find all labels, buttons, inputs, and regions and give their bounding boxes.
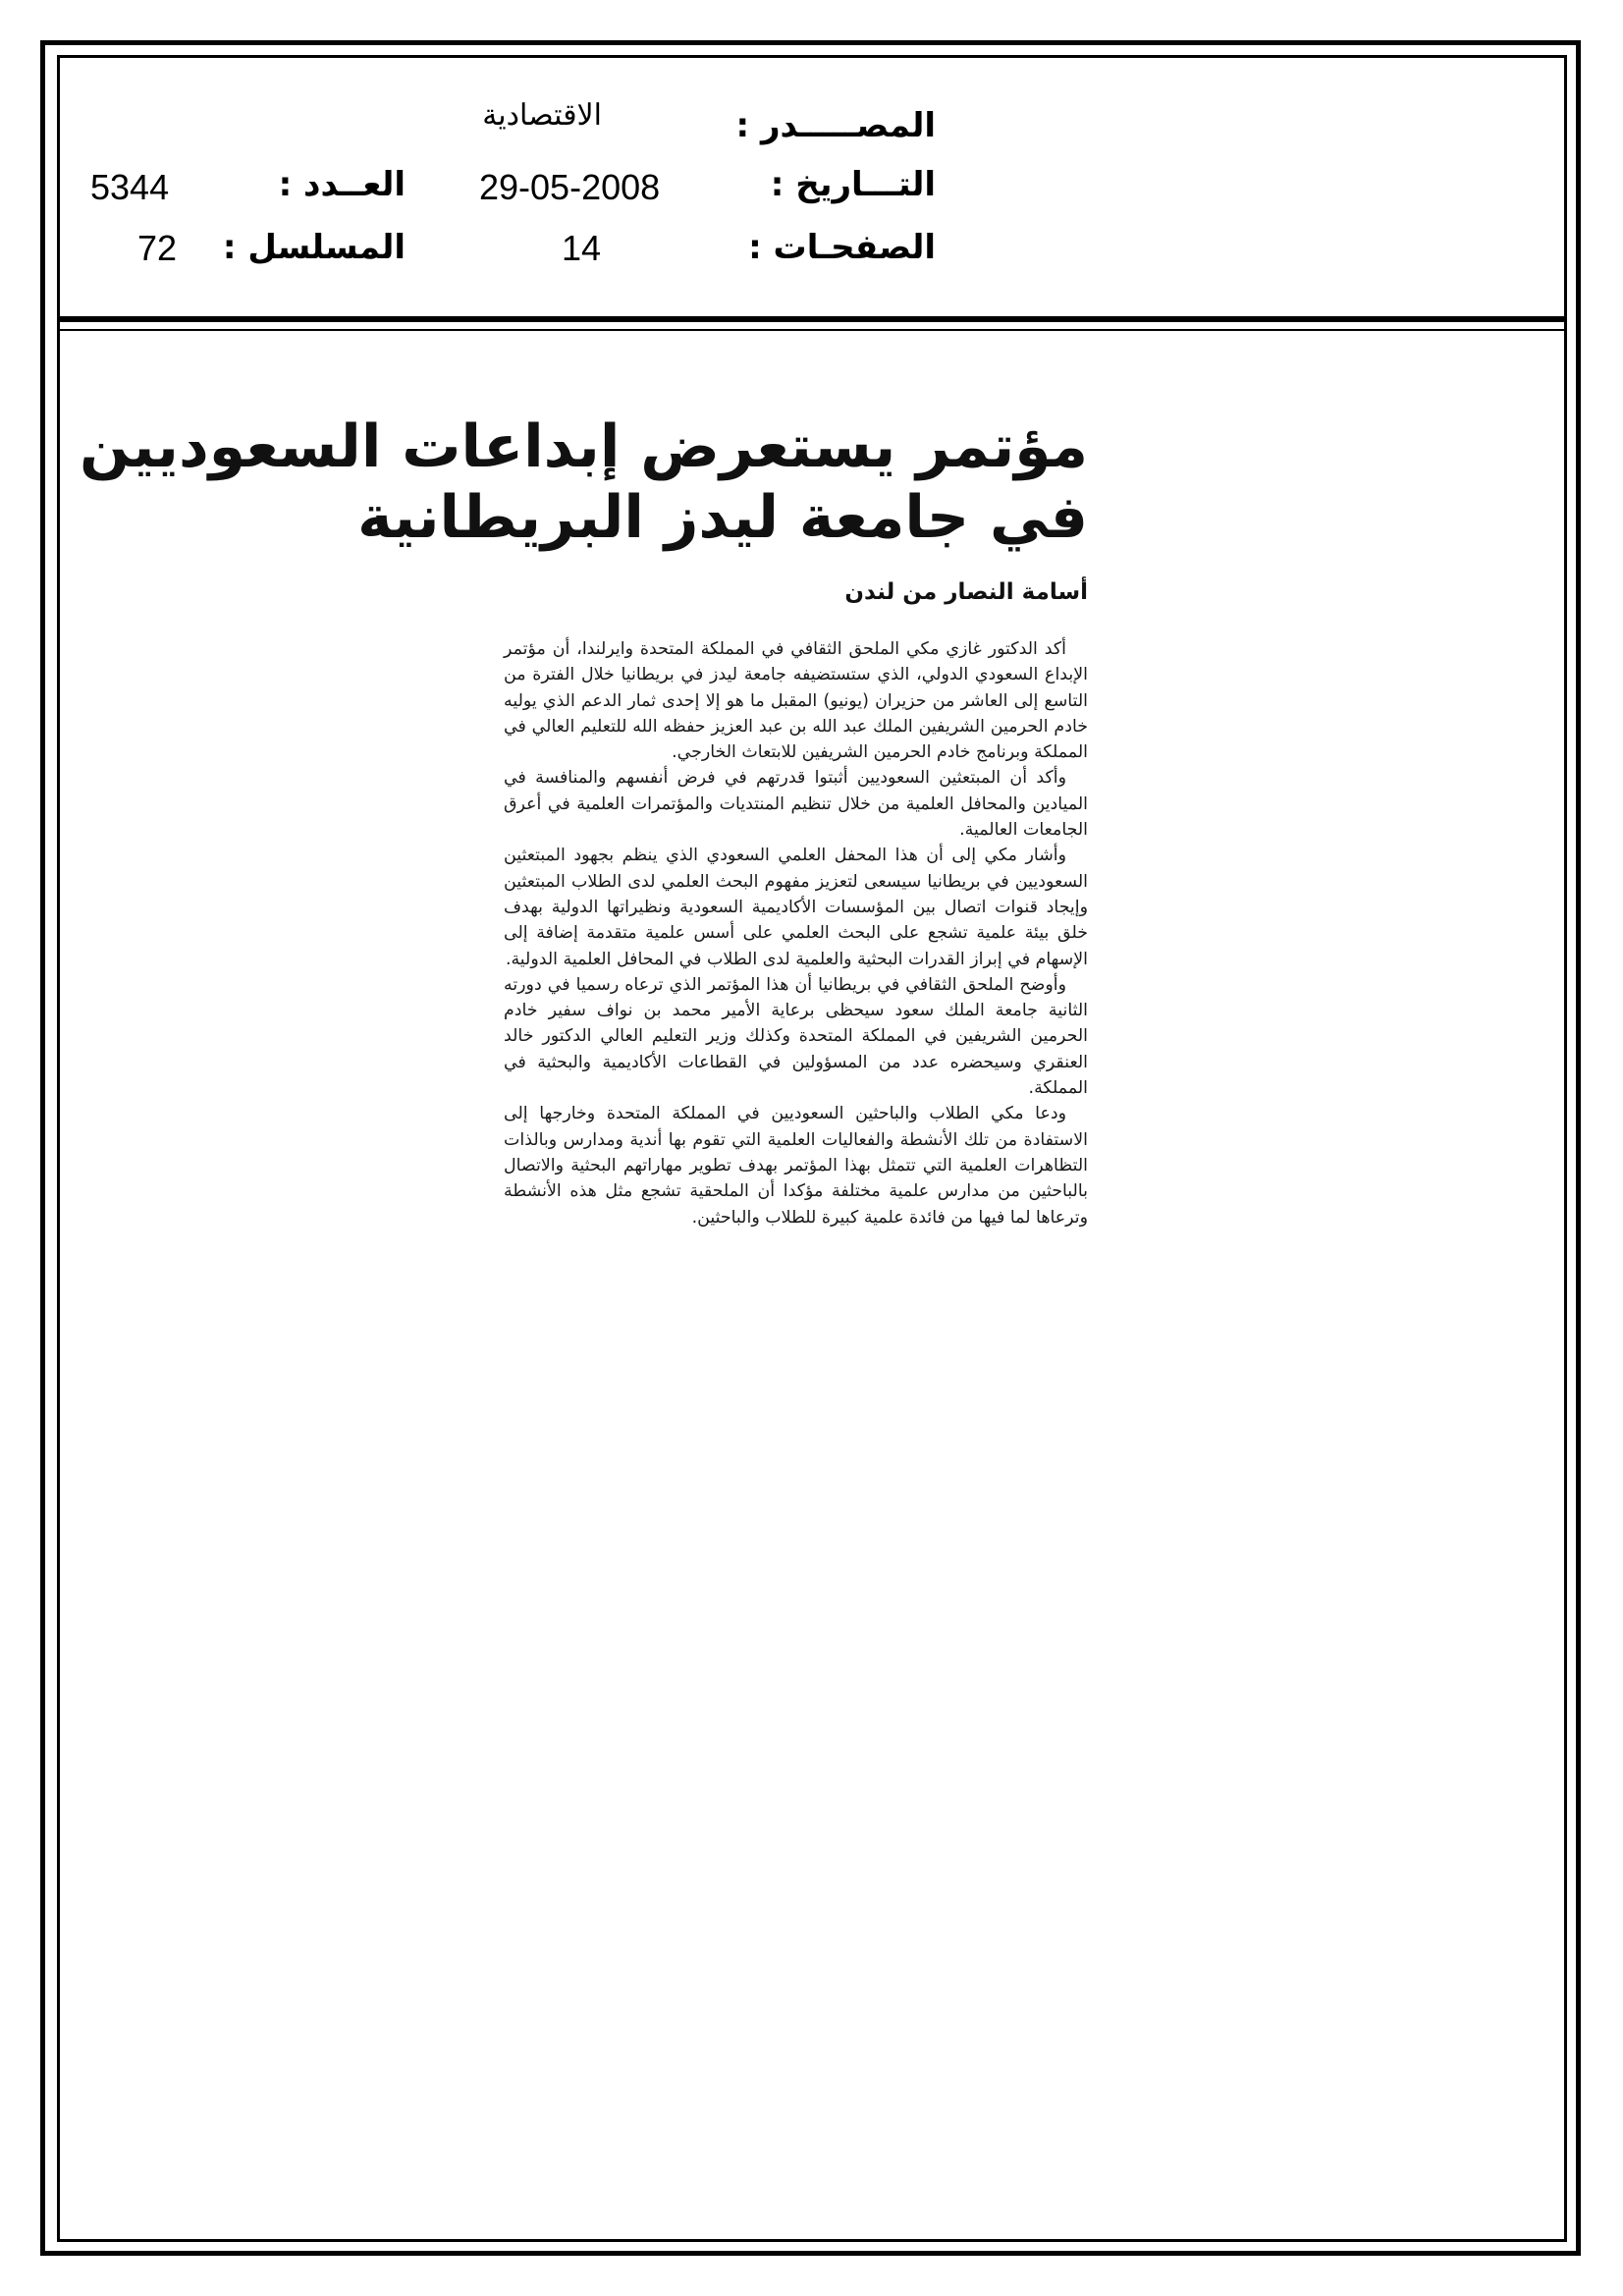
date-label: التـــاريخ :	[770, 165, 936, 204]
source-label: المصـــــدر :	[735, 106, 936, 145]
article-byline: أسامة النصار من لندن	[844, 579, 1088, 605]
source-value: الاقتصادية	[482, 99, 602, 132]
article-paragraph: وأوضح الملحق الثقافي في بريطانيا أن هذا المؤتمر الذي ترعاه رسميا في دورته الثانية جامعة الملك سعود سيحظى برعاية الأمير محمد بن نواف سفير خادم الحرمين الشريفين في المملكة المتحدة وكذلك وزير التعليم العالي الدكتور خالد العنقري وسيحضره عدد من المسؤولين في القطاعات الأكاديمية والبحثية في المملكة.	[504, 974, 1088, 1099]
article-title-line-1: مؤتمر يستعرض إبداعات السعوديين	[79, 412, 1088, 481]
article-paragraph: أكد الدكتور غازي مكي الملحق الثقافي في المملكة المتحدة وايرلندا، أن مؤتمر الإبداع السعودي الدولي، الذي ستستضيفه جامعة ليدز في بريطانيا خلال الفترة من التاسع إلى العاشر من حزيران (يونيو) المقبل ما هو إلا إحدى ثمار الدعم الذي يوليه خادم الحرمين الشريفين الملك عبد الله بن عبد العزيز حفظه الله للتعليم العالي في المملكة وبرنامج خادم الحرمين الشريفين للابتعاث الخارجي.	[504, 639, 1088, 763]
article-title-line-2: في جامعة ليدز البريطانية	[357, 483, 1088, 552]
issue-value: 5344	[90, 167, 170, 207]
pages-label: الصفحـات :	[748, 228, 936, 267]
article-body	[504, 636, 1088, 1230]
serial-value: 72	[137, 228, 178, 268]
date-value: 29-05-2008	[479, 167, 661, 207]
article-paragraph: وأشار مكي إلى أن هذا المحفل العلمي السعودي الذي ينظم بجهود المبتعثين السعوديين في بريطانيا سيسعى لتعزيز مفهوم البحث العلمي لدى الطلاب المبتعثين وإيجاد قنوات اتصال بين المؤسسات الأكاديمية السعودية ونظيراتها الدولية بهدف خلق بيئة علمية تشجع على البحث العلمي على أسس علمية متقدمة إضافة إلى الإسهام في إبراز القدرات البحثية والعلمية لدى الطلاب في المحافل العلمية الدولية.	[504, 846, 1088, 969]
article-paragraph: ودعا مكي الطلاب والباحثين السعوديين في المملكة المتحدة وخارجها إلى الاستفادة من تلك الأنشطة والفعاليات العلمية التي تقوم بها أندية ومدارس وبالذات التظاهرات العلمية التي تتمثل بهذا المؤتمر بهدف تطوير مهاراتهم البحثية والاتصال بالباحثين من مدارس علمية مختلفة مؤكدا أن الملحقية تشجع مثل هذه الأنشطة وترعاها لما فيها من فائدة علمية كبيرة للطلاب والباحثين.	[504, 1104, 1088, 1228]
header-divider	[57, 316, 1567, 322]
serial-label: المسلسل :	[222, 228, 406, 267]
header-divider-thin	[57, 329, 1567, 331]
article-paragraph: وأكد أن المبتعثين السعوديين أثبتوا قدرتهم في فرض أنفسهم والمنافسة في الميادين والمحافل العلمية من خلال تنظيم المنتديات والمؤتمرات العلمية في أعرق الجامعات العالمية.	[504, 768, 1088, 841]
pages-value: 14	[562, 228, 602, 268]
issue-label: العــدد :	[278, 165, 406, 204]
